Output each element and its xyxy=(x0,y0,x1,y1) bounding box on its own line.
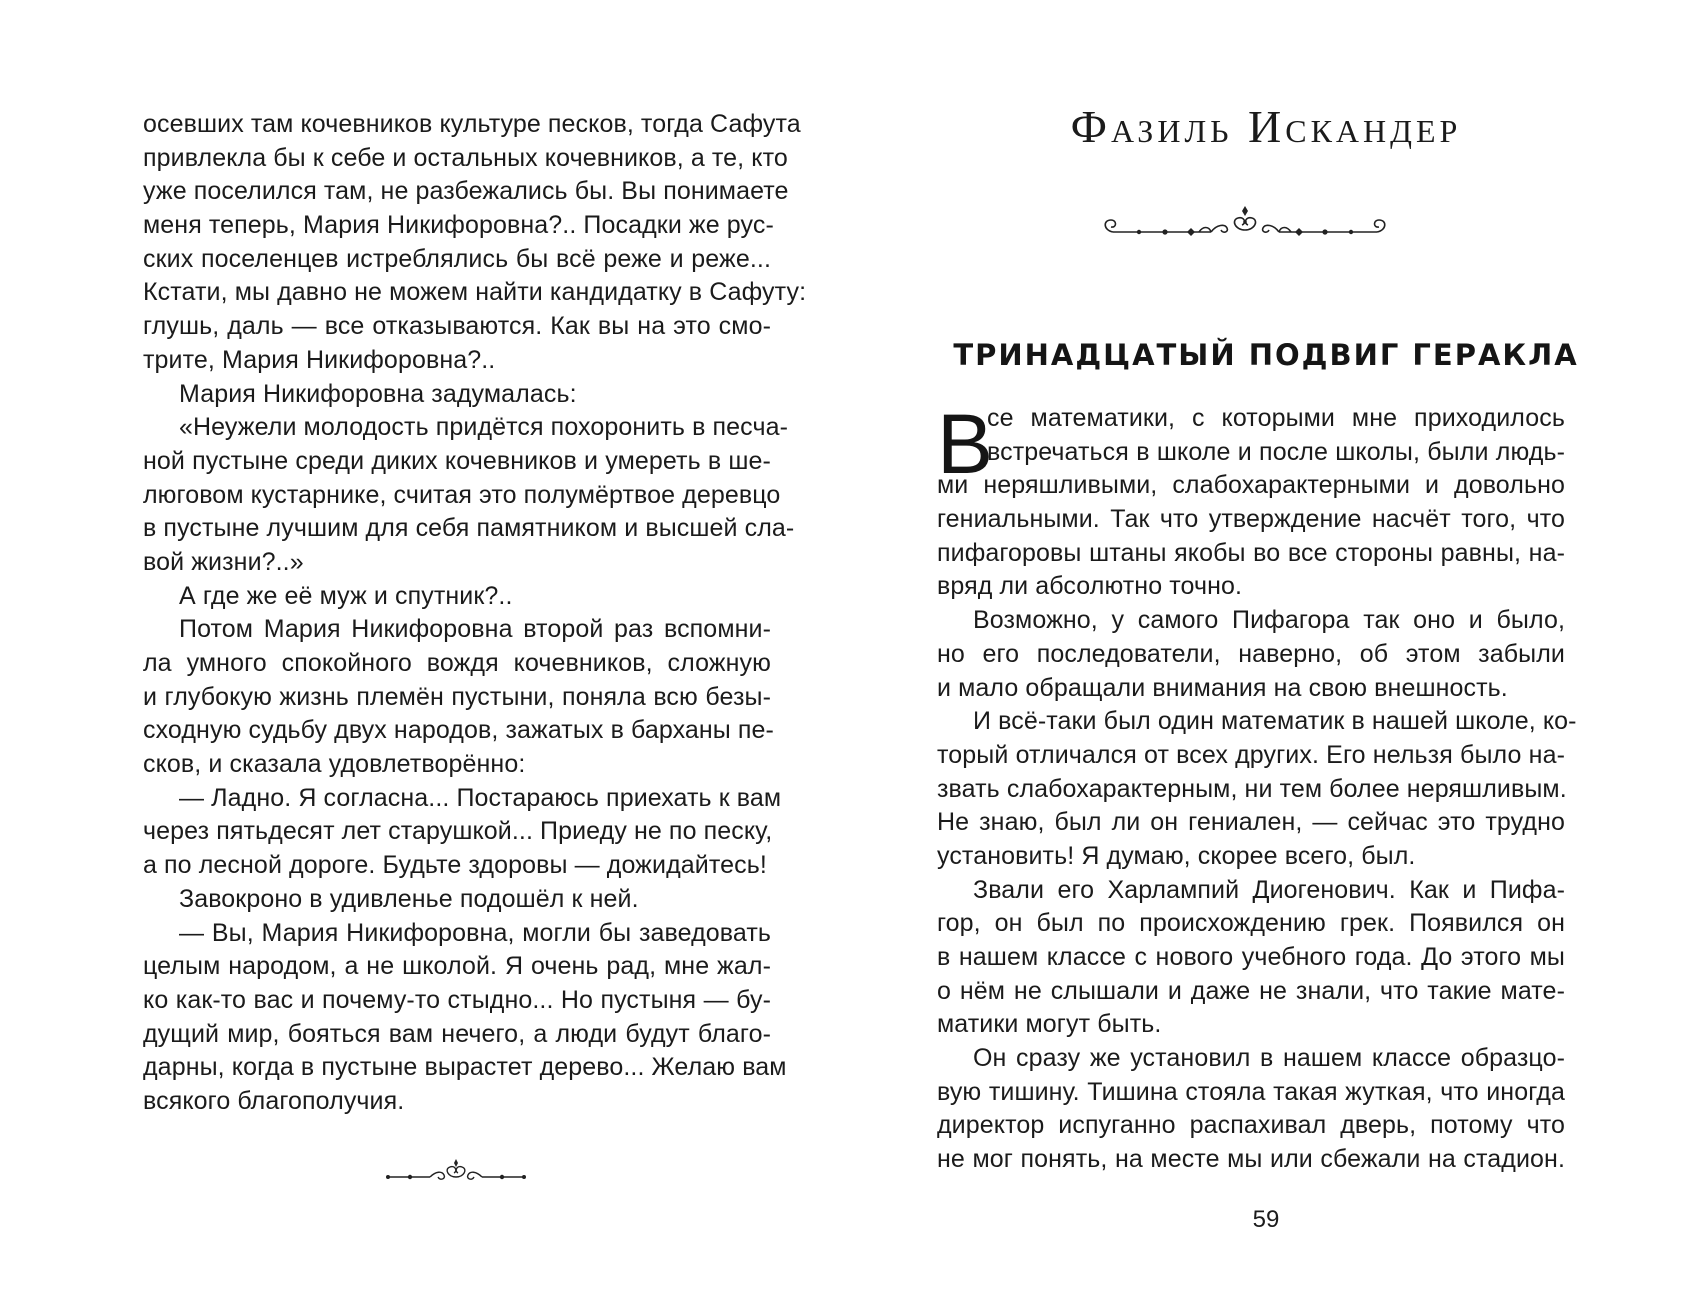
text-line: И всё-таки был один математик в нашей школе, ко- xyxy=(973,707,1577,736)
text-line: установить! Я думаю, скорее всего, был. xyxy=(937,841,1416,870)
text-line: ко как-то вас и почему-то стыдно... Но пустыня — бу- xyxy=(143,985,771,1014)
text-line: матики могут быть. xyxy=(937,1010,1162,1039)
text-line: вую тишину. Тишина стояла такая жуткая, что иногда xyxy=(937,1077,1565,1106)
text-line: но его последователи, наверно, об этом забыли xyxy=(937,639,1565,668)
text-line: и мало обращали внимания на свою внешность. xyxy=(937,673,1508,702)
text-line: сходную судьбу двух народов, зажатых в барханы пе- xyxy=(143,716,774,745)
text-line: дарны, когда в пустыне вырастет дерево... Желаю вам xyxy=(143,1053,787,1082)
text-line: вой жизни?..» xyxy=(143,547,304,576)
text-line: «Неужели молодость придётся похоронить в песча- xyxy=(179,413,789,442)
text-line: гениальными. Так что утверждение насчёт того, что xyxy=(937,505,1565,534)
left-ornament-icon xyxy=(386,1155,526,1191)
text-line: встречаться в школе и после школы, были людь- xyxy=(987,437,1565,466)
text-line: не мог понять, на месте мы или сбежали на стадион. xyxy=(937,1145,1565,1174)
text-line: директор испуганно распахивал дверь, потому что xyxy=(937,1111,1565,1140)
text-line: Завокроно в удивленье подошёл к ней. xyxy=(179,884,639,913)
text-line: и глубокую жизнь племён пустыни, поняла всю безы- xyxy=(143,682,771,711)
text-line: вряд ли абсолютно точно. xyxy=(937,572,1243,601)
page-number: 59 xyxy=(1252,1206,1280,1233)
text-line: Мария Никифоровна задумалась: xyxy=(179,379,577,408)
text-line: гор, он был по происхождению грек. Появился он xyxy=(937,909,1565,938)
text-line: Потом Мария Никифоровна второй раз вспомни- xyxy=(179,615,771,644)
text-line: Не знаю, был ли он гениален, — сейчас это трудно xyxy=(937,808,1565,837)
text-line: глушь, даль — все отказываются. Как вы на это смо- xyxy=(143,312,771,341)
text-line: звать слабохарактерным, ни тем более неряшливым. xyxy=(937,774,1567,803)
chapter-title: ТРИНАДЦАТЫЙ ПОДВИГ ГЕРАКЛА xyxy=(953,338,1579,372)
text-line: пифагоровы штаны якобы во все стороны равны, на- xyxy=(937,538,1565,567)
text-line: всякого благополучия. xyxy=(143,1086,405,1115)
text-line: ла умного спокойного вождя кочевников, сложную xyxy=(143,649,771,677)
text-line: ских поселенцев истреблялись бы всё реже и реже... xyxy=(143,244,771,273)
text-line: се математики, с которыми мне приходилось xyxy=(987,404,1565,432)
text-line: ми неряшливыми, слабохарактерными и довольно xyxy=(937,471,1565,500)
drop-cap: В xyxy=(937,397,994,491)
text-line: уже поселился там, не разбежались бы. Вы понимаете xyxy=(143,177,789,206)
text-line: торый отличался от всех других. Его нельзя было на- xyxy=(937,740,1565,769)
text-line: привлекла бы к себе и остальных кочевников, а те, кто xyxy=(143,143,788,172)
text-line: о нём не слышали и даже не знали, что такие мате- xyxy=(937,976,1565,1005)
right-page xyxy=(844,0,1688,1311)
title-ornament-icon xyxy=(1099,200,1391,254)
left-page-text xyxy=(143,108,807,1119)
text-line: в нашем классе с нового учебного года. До этого мы xyxy=(937,943,1565,971)
text-line: Звали его Харлампий Диогенович. Как и Пифа- xyxy=(973,875,1565,904)
right-page-text xyxy=(937,397,1577,1177)
text-line: А где же её муж и спутник?.. xyxy=(179,581,513,610)
text-line: ной пустыне среди диких кочевников и умереть в ше- xyxy=(143,446,771,475)
text-line: в пустыне лучшим для себя памятником и высшей сла- xyxy=(143,514,795,543)
author-name: Фазиль Искандер xyxy=(1070,101,1462,152)
text-line: Кстати, мы давно не можем найти кандидатку в Сафуту: xyxy=(143,278,807,307)
text-line: Он сразу же установил в нашем классе образцо- xyxy=(973,1044,1565,1073)
text-line: сков, и сказала удовлетворённо: xyxy=(143,750,526,779)
text-line: — Вы, Мария Никифоровна, могли бы заведовать xyxy=(179,918,771,947)
text-line: — Ладно. Я согласна... Постараюсь приехать к вам xyxy=(179,783,782,812)
text-line: трите, Мария Никифоровна?.. xyxy=(143,345,496,374)
text-line: через пятьдесят лет старушкой... Приеду не по песку, xyxy=(143,817,773,846)
text-line: люговом кустарнике, считая это полумёртвое деревцо xyxy=(143,480,781,509)
text-line: меня теперь, Мария Никифоровна?.. Посадки же рус- xyxy=(143,211,774,240)
text-line: осевших там кочевников культуре песков, тогда Сафута xyxy=(143,110,801,138)
text-line: целым народом, а не школой. Я очень рад, мне жал- xyxy=(143,952,771,981)
text-line: Возможно, у самого Пифагора так оно и было, xyxy=(973,606,1565,635)
text-line: дущий мир, бояться вам нечего, а люди будут благо- xyxy=(143,1019,771,1048)
text-line: а по лесной дороге. Будьте здоровы — дожидайтесь! xyxy=(143,851,767,880)
